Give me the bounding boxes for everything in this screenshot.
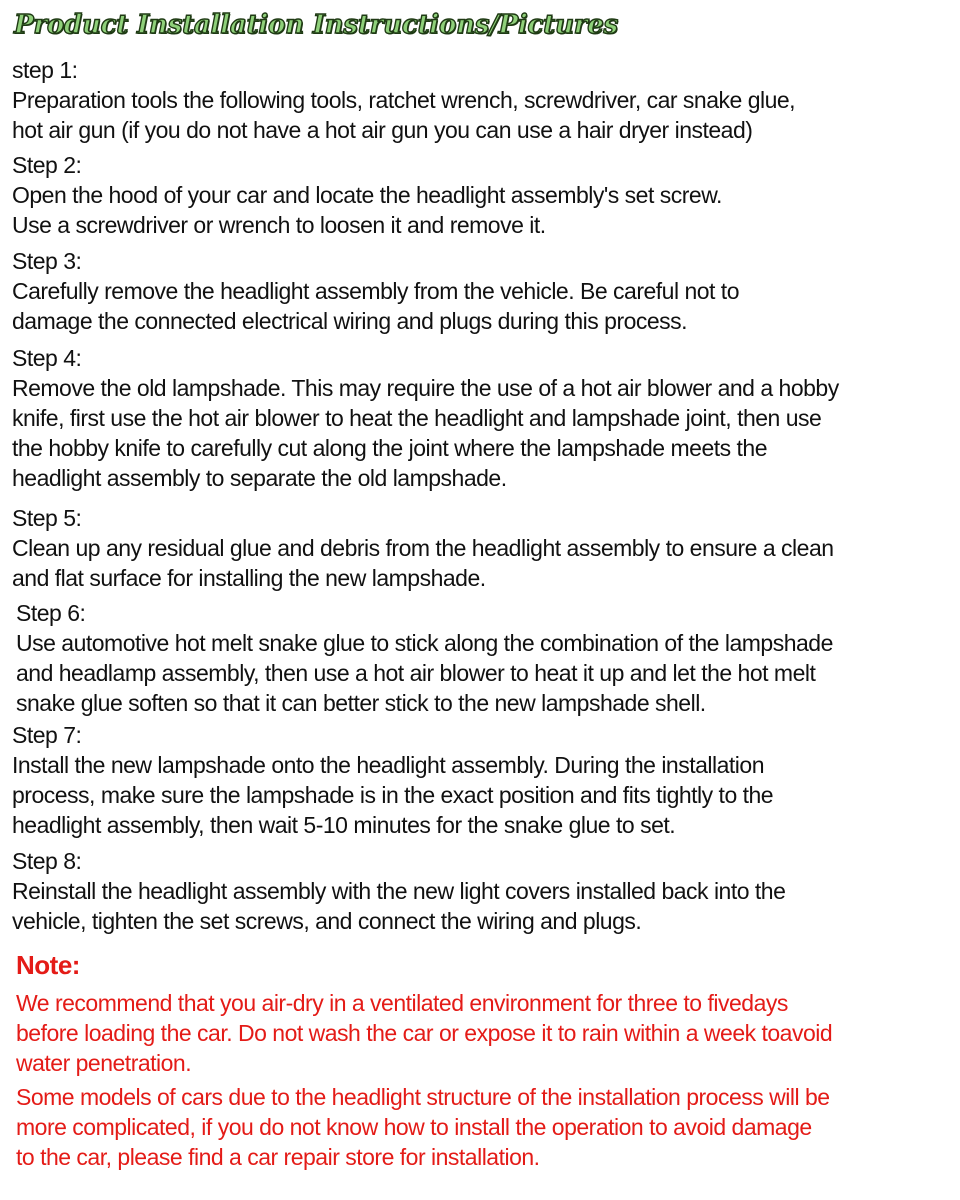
note-heading: Note: [16,950,80,980]
step-heading: Step 5: [12,505,82,531]
page-title: Product Installation Instructions/Pictures [14,10,618,40]
step-6 [16,598,956,718]
step-text-line: Preparation tools the following tools, ratchet wrench, screwdriver, car snake glue, [12,87,796,113]
step-text-line: Reinstall the headlight assembly with the new light covers installed back into the [12,878,786,904]
step-text-line: Install the new lampshade onto the headlight assembly. During the installation [12,752,764,778]
step-heading: Step 4: [12,345,82,371]
note-text-line: Some models of cars due to the headlight structure of the installation process will be [16,1084,830,1110]
step-text-line: Remove the old lampshade. This may require the use of a hot air blower and a hobby [12,375,839,401]
note-text-line: We recommend that you air-dry in a ventilated environment for three to fivedays [16,990,788,1016]
step-5 [12,503,952,593]
step-heading: Step 8: [12,848,82,874]
step-heading: Step 6: [16,600,86,626]
step-8 [12,846,952,936]
step-text-line: Carefully remove the headlight assembly from the vehicle. Be careful not to [12,278,739,304]
step-heading: step 1: [12,57,78,83]
note-text-line: more complicated, if you do not know how to install the operation to avoid damage [16,1114,812,1140]
step-text-line: Use automotive hot melt snake glue to stick along the combination of the lampshade [16,630,833,656]
step-text-line: and flat surface for installing the new lampshade. [12,565,486,591]
step-text-line: headlight assembly to separate the old lampshade. [12,465,507,491]
step-text-line: snake glue soften so that it can better stick to the new lampshade shell. [16,690,706,716]
step-heading: Step 2: [12,152,82,178]
note-text-line: to the car, please find a car repair store for installation. [16,1144,540,1170]
step-text-line: vehicle, tighten the set screws, and connect the wiring and plugs. [12,908,642,934]
step-3 [12,246,952,336]
step-text-line: Clean up any residual glue and debris from the headlight assembly to ensure a clean [12,535,834,561]
step-text-line: the hobby knife to carefully cut along the joint where the lampshade meets the [12,435,767,461]
step-2 [12,150,952,240]
step-4 [12,343,952,493]
step-text-line: process, make sure the lampshade is in the exact position and fits tightly to the [12,782,774,808]
step-text-line: damage the connected electrical wiring and plugs during this process. [12,308,688,334]
note-text-line: before loading the car. Do not wash the car or expose it to rain within a week toavoid [16,1020,833,1046]
note-paragraph-1 [16,988,951,1078]
step-text-line: Use a screwdriver or wrench to loosen it and remove it. [12,212,546,238]
step-7 [12,720,952,840]
step-text-line: headlight assembly, then wait 5-10 minutes for the snake glue to set. [12,812,676,838]
step-text-line: knife, first use the hot air blower to heat the headlight and lampshade joint, then use [12,405,822,431]
step-text-line: hot air gun (if you do not have a hot air gun you can use a hair dryer instead) [12,117,753,143]
step-heading: Step 7: [12,722,82,748]
note-text-line: water penetration. [16,1050,192,1076]
step-text-line: and headlamp assembly, then use a hot air blower to heat it up and let the hot melt [16,660,816,686]
step-1 [12,55,952,145]
note-paragraph-2 [16,1082,951,1172]
step-heading: Step 3: [12,248,82,274]
step-text-line: Open the hood of your car and locate the headlight assembly's set screw. [12,182,722,208]
